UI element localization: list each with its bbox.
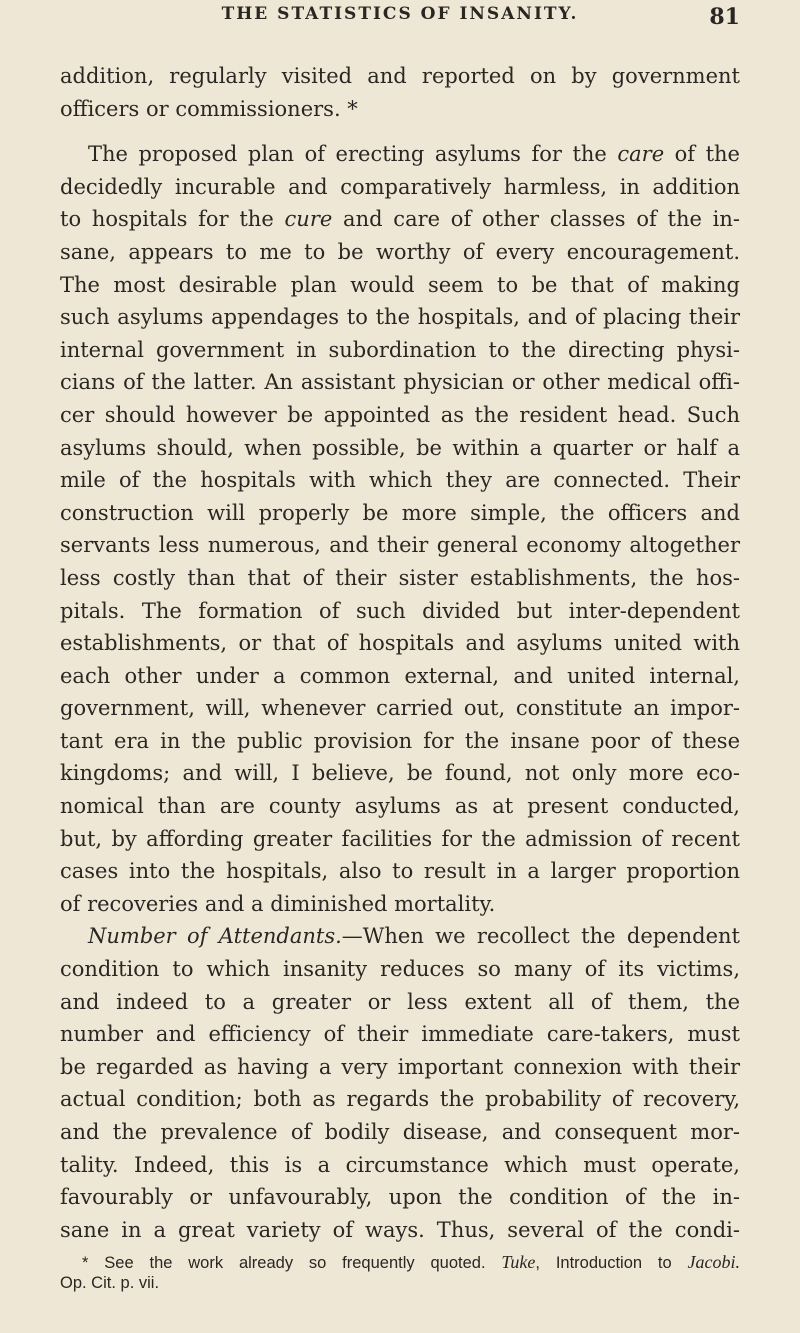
paragraph-3 — [60, 920, 740, 1246]
footnote-author: Tuke — [501, 1252, 536, 1272]
text-line: such asylums appendages to the hospitals, and of placing their — [60, 305, 740, 330]
text-line: servants less numerous, and their general economy altogether — [60, 533, 740, 558]
text-line: The proposed plan of erecting asylums for the care of the — [88, 142, 740, 167]
running-title: THE STATISTICS OF INSANITY. — [221, 4, 579, 24]
text-line: government, will, whenever carried out, constitute an impor- — [60, 696, 740, 721]
page-header — [60, 4, 740, 32]
page-number: 81 — [709, 4, 740, 30]
footnote-title: Jacobi. — [687, 1252, 741, 1272]
text-line: sane, appears to me to be worthy of every encouragement. — [60, 239, 740, 264]
footnote — [60, 1252, 740, 1293]
text-line: addition, regularly visited and reported on by government — [60, 64, 740, 88]
text-line: establishments, or that of hospitals and asylums united with — [60, 631, 740, 656]
text-line: to hospitals for the cure and care of other classes of the in- — [60, 207, 741, 232]
text-line: be regarded as having a very important connexion with their — [60, 1054, 740, 1079]
text-line: sane in a great variety of ways. Thus, several of the condi- — [60, 1217, 740, 1242]
text-line: less costly than that of their sister establishments, the hos- — [60, 565, 740, 590]
body-text — [60, 60, 740, 1246]
text-line: but, by affording greater facilities for the admission of recent — [60, 826, 740, 851]
text-line: officers or commissioners. * — [60, 96, 358, 121]
text-line: decidedly incurable and comparatively harmless, in addition — [60, 174, 740, 199]
text-line: number and efficiency of their immediate care-takers, must — [60, 1022, 740, 1047]
text-line: The most desirable plan would seem to be that of making — [60, 272, 740, 297]
text-line: internal government in subordination to the directing physi- — [60, 337, 740, 362]
text-line: and indeed to a greater or less extent all of them, the — [60, 989, 740, 1014]
text-line: of recoveries and a diminished mortality. — [60, 891, 496, 916]
text-line: actual condition; both as regards the probability of recovery, — [60, 1087, 740, 1112]
text-line: construction will properly be more simple, the officers and — [60, 500, 740, 525]
text-line: favourably or unfavourably, upon the condition of the in- — [60, 1185, 740, 1210]
text-line: tality. Indeed, this is a circumstance which must operate, — [60, 1152, 740, 1177]
text-line: asylums should, when possible, be within a quarter or half a — [60, 435, 740, 460]
text-line: each other under a common external, and united internal, — [60, 663, 740, 688]
text-line: cases into the hospitals, also to result in a larger proportion — [60, 859, 740, 884]
text-line: Number of Attendants.—When we recollect the dependent — [88, 924, 740, 949]
text-line: nomical than are county asylums as at present conducted, — [60, 794, 740, 819]
footnote-line: Op. Cit. p. vii. — [60, 1274, 160, 1292]
text-line: kingdoms; and will, I believe, be found, not only more eco- — [60, 761, 740, 786]
text-line: and the prevalence of bodily disease, and consequent mor- — [60, 1120, 740, 1144]
text-line: cians of the latter. An assistant physician or other medical offi- — [60, 370, 740, 395]
text-line: cer should however be appointed as the resident head. Such — [60, 402, 740, 427]
footnote-marker: * — [82, 1254, 89, 1272]
text-line: condition to which insanity reduces so many of its victims, — [60, 957, 740, 982]
paragraph-2 — [60, 138, 740, 920]
text-line: tant era in the public provision for the insane poor of these — [60, 728, 740, 753]
paragraph-1 — [60, 60, 740, 125]
section-heading: Number of Attendants. — [88, 924, 342, 949]
text-line: pitals. The formation of such divided but inter-dependent — [60, 598, 740, 623]
footnote-line: * See the work already so frequently quoted. Tuke, Introduction to Jacobi. — [82, 1252, 741, 1272]
text-line: mile of the hospitals with which they are connected. Their — [60, 468, 740, 493]
